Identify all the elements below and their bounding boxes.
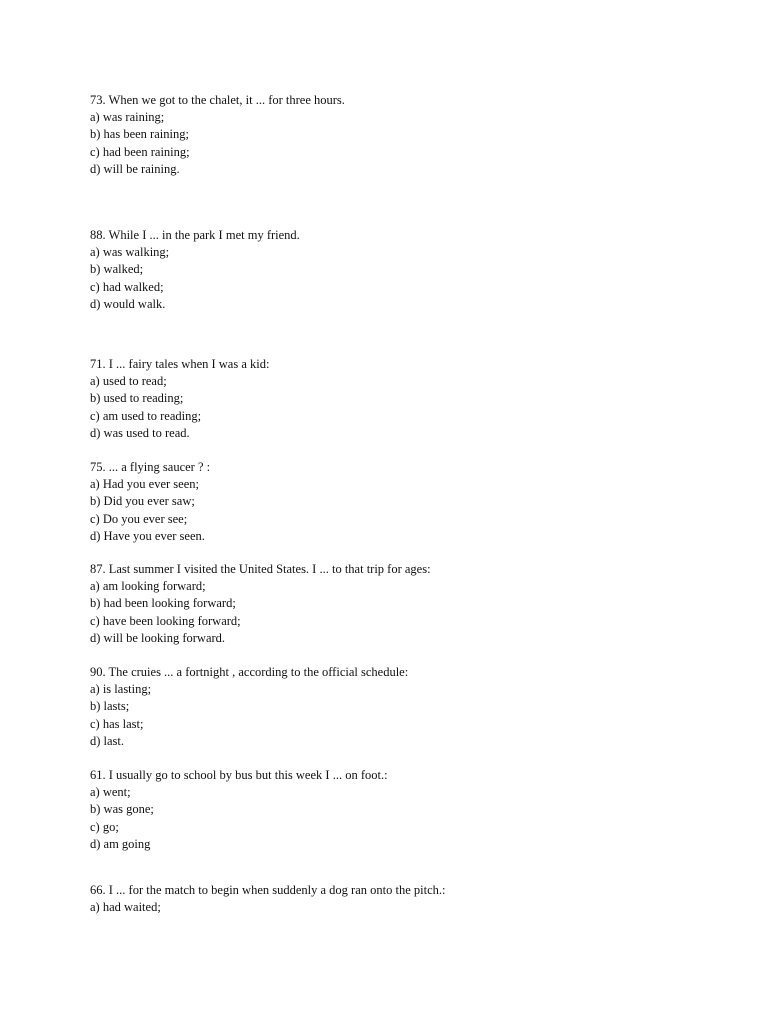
option-c: c) had walked; bbox=[90, 279, 164, 294]
question-66 bbox=[90, 882, 730, 916]
option-c: c) Do you ever see; bbox=[90, 511, 188, 526]
option-b: b) lasts; bbox=[90, 699, 130, 714]
option-b: b) used to reading; bbox=[90, 391, 184, 406]
option-d: d) last. bbox=[90, 733, 125, 748]
question-stem: 88. While I ... in the park I met my friend. bbox=[90, 228, 300, 242]
option-c: c) am used to reading; bbox=[90, 408, 202, 423]
option-a: a) used to read; bbox=[90, 374, 167, 389]
option-d: d) will be raining. bbox=[90, 161, 180, 176]
option-a: a) was raining; bbox=[90, 110, 165, 125]
option-a: a) am looking forward; bbox=[90, 579, 206, 594]
option-c: c) go; bbox=[90, 819, 119, 834]
option-d: d) would walk. bbox=[90, 296, 166, 311]
option-d: d) Have you ever seen. bbox=[90, 528, 205, 543]
option-d: d) will be looking forward. bbox=[90, 630, 226, 645]
question-stem: 90. The cruies ... a fortnight , according to the official schedule: bbox=[90, 665, 409, 679]
question-stem: 66. I ... for the match to begin when suddenly a dog ran onto the pitch.: bbox=[90, 883, 446, 897]
question-71 bbox=[90, 356, 730, 442]
question-90 bbox=[90, 664, 730, 750]
option-d: d) am going bbox=[90, 836, 151, 851]
question-87 bbox=[90, 561, 730, 647]
question-stem: 61. I usually go to school by bus but this week I ... on foot.: bbox=[90, 768, 388, 782]
question-75 bbox=[90, 459, 730, 545]
option-c: c) had been raining; bbox=[90, 144, 190, 159]
option-b: b) has been raining; bbox=[90, 127, 189, 142]
question-stem: 71. I ... fairy tales when I was a kid: bbox=[90, 357, 270, 371]
option-a: a) was walking; bbox=[90, 245, 170, 260]
question-stem: 73. When we got to the chalet, it ... for three hours. bbox=[90, 93, 345, 107]
question-61 bbox=[90, 767, 730, 853]
question-stem: 75. ... a flying saucer ? : bbox=[90, 460, 211, 474]
option-a: a) went; bbox=[90, 785, 131, 800]
question-73 bbox=[90, 92, 730, 178]
question-stem: 87. Last summer I visited the United States. I ... to that trip for ages: bbox=[90, 562, 431, 576]
option-a: a) had waited; bbox=[90, 900, 161, 915]
option-c: c) has last; bbox=[90, 716, 144, 731]
question-88 bbox=[90, 227, 730, 313]
option-b: b) Did you ever saw; bbox=[90, 494, 195, 509]
option-b: b) had been looking forward; bbox=[90, 596, 236, 611]
option-b: b) walked; bbox=[90, 262, 144, 277]
option-a: a) Had you ever seen; bbox=[90, 477, 199, 492]
option-a: a) is lasting; bbox=[90, 682, 152, 697]
option-c: c) have been looking forward; bbox=[90, 613, 241, 628]
option-d: d) was used to read. bbox=[90, 425, 190, 440]
option-b: b) was gone; bbox=[90, 802, 154, 817]
